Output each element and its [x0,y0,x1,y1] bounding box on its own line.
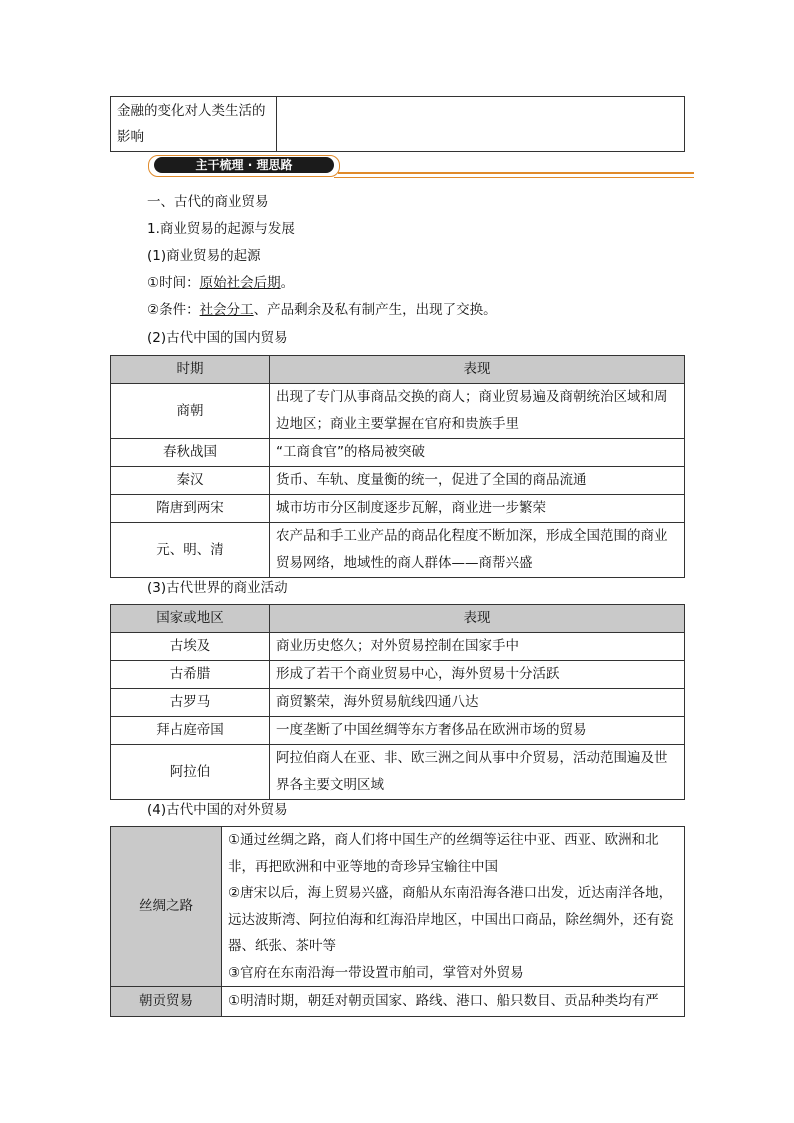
world-desc: 阿拉伯商人在亚、非、欧三洲之间从事中介贸易，活动范围遍及世界各主要文明区域 [270,745,685,800]
time-line [147,273,294,293]
world-trade-table [110,604,685,800]
banner-title: 主干梳理 · 理思路 [154,157,334,173]
domestic-desc: 城市坊市分区制度逐步瓦解，商业进一步繁荣 [270,495,685,523]
time-suffix: 。 [280,275,295,291]
domestic-desc: “工商食官”的格局被突破 [270,439,685,467]
condition-prefix: ②条件： [147,302,200,318]
world-desc: 形成了若干个商业贸易中心，海外贸易十分活跃 [270,661,685,689]
silk-road-point: ②唐宋以后，海上贸易兴盛，商船从东南沿海各港口出发，近达南洋各地，远达波斯湾、阿拉伯海和红海沿岸地区，中国出口商品，除丝绸外，还有瓷器、纸张、茶叶等 [228,885,674,954]
world-desc: 商业历史悠久；对外贸易控制在国家手中 [270,633,685,661]
domestic-trade-table [110,355,685,578]
condition-line [147,300,497,320]
domestic-period: 商朝 [111,384,270,439]
world-header-desc: 表现 [270,605,685,633]
world-region: 古希腊 [111,661,270,689]
silk-road-point: ①通过丝绸之路，商人们将中国生产的丝绸等运往中亚、西亚、欧洲和北非，再把欧洲和中亚等地的奇珍异宝输往中国 [228,832,659,875]
domestic-desc: 货币、车轨、度量衡的统一，促进了全国的商品流通 [270,467,685,495]
section-heading: 一、古代的商业贸易 [147,194,269,210]
domestic-heading: (2)古代中国的国内贸易 [147,330,288,346]
banner-rule [338,172,694,174]
condition-suffix: 、产品剩余及私有制产生，出现了交换。 [253,302,497,318]
top-table-value [277,97,685,152]
world-desc: 商贸繁荣，海外贸易航线四通八达 [270,689,685,717]
time-answer: 原始社会后期 [199,275,281,291]
domestic-header-period: 时期 [111,356,270,384]
banner-rule-thin [334,177,694,178]
domestic-header-desc: 表现 [270,356,685,384]
domestic-desc: 农产品和手工业产品的商品化程度不断加深，形成全国范围的商业贸易网络，地域性的商人群体——商帮兴盛 [270,523,685,578]
tribute-trade-text: ①明清时期，朝廷对朝贡国家、路线、港口、船只数目、贡品种类均有严 [222,987,685,1017]
world-desc: 一度垄断了中国丝绸等东方奢侈品在欧洲市场的贸易 [270,717,685,745]
condition-answer: 社会分工 [199,302,254,318]
world-region: 阿拉伯 [111,745,270,800]
foreign-heading: (4)古代中国的对外贸易 [147,802,288,818]
section-banner [148,152,696,182]
time-prefix: ①时间： [147,275,200,291]
world-region: 古罗马 [111,689,270,717]
domestic-period: 秦汉 [111,467,270,495]
silk-road-point: ③官府在东南沿海一带设置市舶司，掌管对外贸易 [228,964,524,981]
silk-road-label: 丝绸之路 [111,827,222,987]
foreign-trade-table [110,826,685,1017]
world-heading: (3)古代世界的商业活动 [147,580,288,596]
top-table-label: 金融的变化对人类生活的影响 [111,97,277,152]
top-table [110,96,685,152]
silk-road-points [222,827,685,987]
domestic-period: 元、明、清 [111,523,270,578]
subsection-heading: 1.商业贸易的起源与发展 [147,221,295,237]
tribute-trade-label: 朝贡贸易 [111,987,222,1017]
world-header-region: 国家或地区 [111,605,270,633]
world-region: 古埃及 [111,633,270,661]
world-region: 拜占庭帝国 [111,717,270,745]
domestic-desc: 出现了专门从事商品交换的商人；商业贸易遍及商朝统治区域和周边地区；商业主要掌握在官府和贵族手里 [270,384,685,439]
origin-heading: (1)商业贸易的起源 [147,248,261,264]
domestic-period: 隋唐到两宋 [111,495,270,523]
domestic-period: 春秋战国 [111,439,270,467]
